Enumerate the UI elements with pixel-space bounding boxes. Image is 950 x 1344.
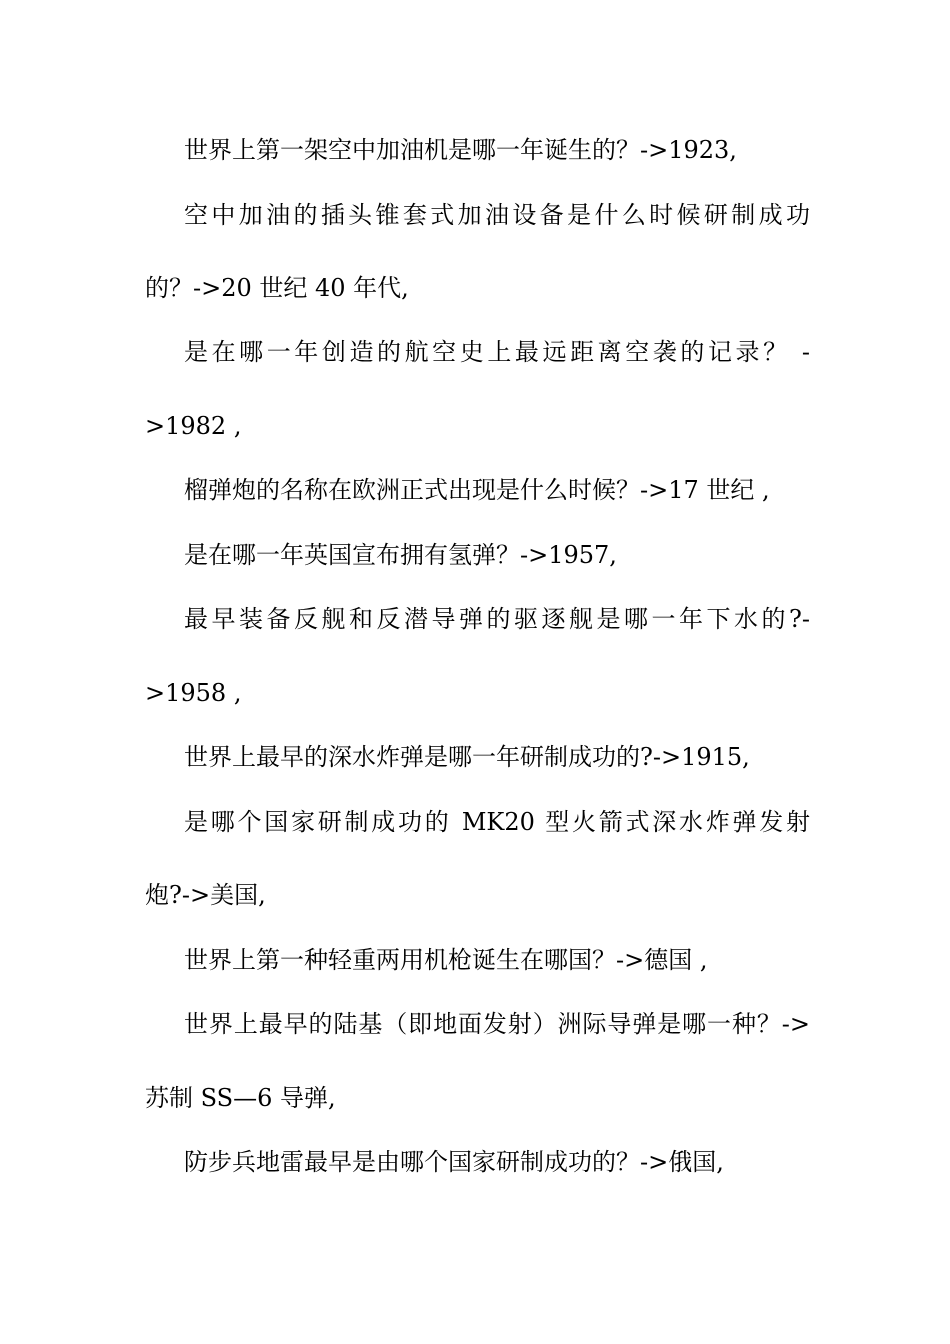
paragraph-line: 防步兵地雷最早是由哪个国家研制成功的？->俄国,	[184, 1148, 724, 1176]
paragraph-line: 世界上最早的深水炸弹是哪一年研制成功的?->1915,	[184, 743, 750, 771]
paragraph-line: 的？->20 世纪 40 年代,	[145, 274, 409, 302]
paragraph-line: 炮?->美国,	[145, 881, 266, 909]
paragraph-line: >1982 ,	[145, 412, 242, 440]
paragraph-line: 苏制 SS—6 导弹,	[145, 1084, 336, 1112]
paragraph-line: 世界上最早的陆基（即地面发射）洲际导弹是哪一种？->	[184, 1010, 810, 1038]
paragraph-line: 世界上第一架空中加油机是哪一年诞生的？->1923,	[184, 136, 737, 164]
paragraph-line: 是在哪一年英国宣布拥有氢弹？->1957,	[184, 541, 617, 569]
paragraph-line: 榴弹炮的名称在欧洲正式出现是什么时候？->17 世纪 ,	[184, 476, 770, 504]
paragraph-line: 空中加油的插头锥套式加油设备是什么时候研制成功	[184, 201, 810, 229]
paragraph-line: 是哪个国家研制成功的 MK20 型火箭式深水炸弹发射	[184, 808, 810, 836]
paragraph-line: >1958 ,	[145, 679, 242, 707]
paragraph-line: 是在哪一年创造的航空史上最远距离空袭的记录？ -	[184, 338, 810, 366]
paragraph-line: 最早装备反舰和反潜导弹的驱逐舰是哪一年下水的?-	[184, 605, 810, 633]
paragraph-line: 世界上第一种轻重两用机枪诞生在哪国？->德国 ,	[184, 946, 708, 974]
